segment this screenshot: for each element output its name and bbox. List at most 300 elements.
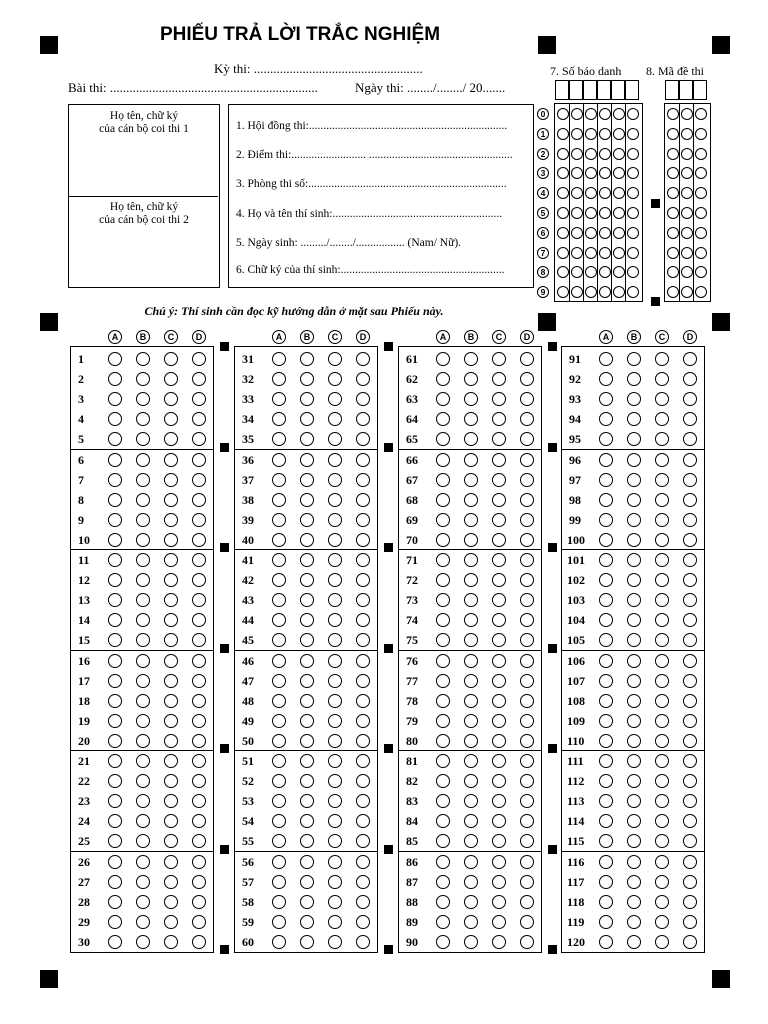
answer-bubble-d[interactable]: [356, 875, 370, 889]
answer-bubble-a[interactable]: [436, 935, 450, 949]
answer-bubble-a[interactable]: [599, 553, 613, 567]
answer-bubble-a[interactable]: [599, 714, 613, 728]
answer-bubble-d[interactable]: [356, 714, 370, 728]
answer-bubble-a[interactable]: [436, 493, 450, 507]
answer-bubble-c[interactable]: [164, 473, 178, 487]
answer-bubble-d[interactable]: [356, 553, 370, 567]
answer-bubble-d[interactable]: [520, 453, 534, 467]
answer-bubble-a[interactable]: [599, 895, 613, 909]
answer-bubble-a[interactable]: [108, 694, 122, 708]
answer-bubble-a[interactable]: [436, 513, 450, 527]
answer-bubble-a[interactable]: [436, 573, 450, 587]
answer-bubble-c[interactable]: [492, 734, 506, 748]
answer-bubble-b[interactable]: [627, 573, 641, 587]
answer-bubble-c[interactable]: [164, 855, 178, 869]
answer-bubble-d[interactable]: [683, 875, 697, 889]
candidate-number-bubble[interactable]: [557, 128, 569, 140]
answer-bubble-c[interactable]: [164, 774, 178, 788]
answer-bubble-a[interactable]: [436, 352, 450, 366]
answer-bubble-c[interactable]: [328, 674, 342, 688]
answer-bubble-a[interactable]: [599, 875, 613, 889]
answer-bubble-c[interactable]: [655, 935, 669, 949]
answer-bubble-d[interactable]: [356, 573, 370, 587]
answer-bubble-b[interactable]: [300, 714, 314, 728]
answer-bubble-b[interactable]: [300, 573, 314, 587]
answer-bubble-c[interactable]: [328, 714, 342, 728]
answer-bubble-a[interactable]: [272, 654, 286, 668]
answer-bubble-c[interactable]: [492, 553, 506, 567]
answer-bubble-d[interactable]: [683, 915, 697, 929]
answer-bubble-a[interactable]: [108, 915, 122, 929]
answer-bubble-b[interactable]: [300, 372, 314, 386]
answer-bubble-c[interactable]: [492, 754, 506, 768]
candidate-number-cell[interactable]: [555, 80, 569, 100]
answer-bubble-a[interactable]: [272, 734, 286, 748]
answer-bubble-c[interactable]: [164, 352, 178, 366]
answer-bubble-a[interactable]: [436, 674, 450, 688]
answer-bubble-a[interactable]: [599, 513, 613, 527]
answer-bubble-b[interactable]: [627, 674, 641, 688]
answer-bubble-d[interactable]: [683, 654, 697, 668]
answer-bubble-b[interactable]: [464, 855, 478, 869]
answer-bubble-c[interactable]: [328, 553, 342, 567]
candidate-number-bubble[interactable]: [585, 108, 597, 120]
answer-bubble-c[interactable]: [492, 493, 506, 507]
answer-bubble-d[interactable]: [520, 513, 534, 527]
answer-bubble-a[interactable]: [108, 533, 122, 547]
answer-bubble-d[interactable]: [192, 935, 206, 949]
answer-bubble-a[interactable]: [436, 754, 450, 768]
answer-bubble-a[interactable]: [108, 674, 122, 688]
candidate-number-cell[interactable]: [569, 80, 583, 100]
candidate-number-bubble[interactable]: [557, 227, 569, 239]
answer-bubble-d[interactable]: [356, 935, 370, 949]
answer-bubble-a[interactable]: [599, 935, 613, 949]
answer-bubble-b[interactable]: [464, 573, 478, 587]
answer-bubble-c[interactable]: [164, 553, 178, 567]
exam-code-bubble[interactable]: [681, 227, 693, 239]
answer-bubble-b[interactable]: [136, 473, 150, 487]
info-candidate-signature[interactable]: 6. Chữ ký của thí sinh:.........................................................: [236, 264, 505, 276]
exam-code-cell[interactable]: [693, 80, 707, 100]
exam-code-cell[interactable]: [679, 80, 693, 100]
answer-bubble-b[interactable]: [464, 533, 478, 547]
answer-bubble-b[interactable]: [627, 734, 641, 748]
answer-bubble-a[interactable]: [436, 895, 450, 909]
answer-bubble-b[interactable]: [464, 654, 478, 668]
candidate-number-bubble[interactable]: [613, 227, 625, 239]
answer-bubble-b[interactable]: [627, 513, 641, 527]
answer-bubble-d[interactable]: [520, 855, 534, 869]
answer-bubble-a[interactable]: [436, 553, 450, 567]
candidate-number-cell[interactable]: [597, 80, 611, 100]
answer-bubble-c[interactable]: [164, 674, 178, 688]
answer-bubble-b[interactable]: [627, 774, 641, 788]
answer-bubble-b[interactable]: [464, 674, 478, 688]
exam-code-bubble[interactable]: [695, 207, 707, 219]
answer-bubble-a[interactable]: [108, 352, 122, 366]
answer-bubble-a[interactable]: [272, 493, 286, 507]
answer-bubble-d[interactable]: [520, 352, 534, 366]
candidate-number-bubble[interactable]: [613, 207, 625, 219]
answer-bubble-a[interactable]: [108, 513, 122, 527]
answer-bubble-c[interactable]: [164, 573, 178, 587]
answer-bubble-c[interactable]: [164, 493, 178, 507]
answer-bubble-c[interactable]: [492, 473, 506, 487]
answer-bubble-c[interactable]: [328, 493, 342, 507]
answer-bubble-a[interactable]: [436, 694, 450, 708]
exam-code-bubble[interactable]: [681, 128, 693, 140]
answer-bubble-b[interactable]: [464, 513, 478, 527]
answer-bubble-c[interactable]: [492, 935, 506, 949]
answer-bubble-b[interactable]: [136, 674, 150, 688]
candidate-number-bubble[interactable]: [599, 207, 611, 219]
answer-bubble-b[interactable]: [136, 573, 150, 587]
answer-bubble-d[interactable]: [356, 855, 370, 869]
answer-bubble-d[interactable]: [683, 714, 697, 728]
answer-bubble-a[interactable]: [272, 453, 286, 467]
answer-bubble-a[interactable]: [599, 774, 613, 788]
answer-bubble-a[interactable]: [272, 754, 286, 768]
answer-bubble-b[interactable]: [464, 734, 478, 748]
candidate-number-bubble[interactable]: [585, 207, 597, 219]
answer-bubble-a[interactable]: [108, 935, 122, 949]
answer-bubble-c[interactable]: [328, 935, 342, 949]
answer-bubble-d[interactable]: [683, 855, 697, 869]
exam-code-bubble[interactable]: [667, 128, 679, 140]
answer-bubble-b[interactable]: [136, 533, 150, 547]
answer-bubble-a[interactable]: [272, 855, 286, 869]
answer-bubble-c[interactable]: [655, 915, 669, 929]
answer-bubble-a[interactable]: [272, 473, 286, 487]
answer-bubble-b[interactable]: [300, 915, 314, 929]
answer-bubble-c[interactable]: [328, 473, 342, 487]
answer-bubble-c[interactable]: [328, 734, 342, 748]
answer-bubble-b[interactable]: [627, 694, 641, 708]
candidate-number-bubble[interactable]: [585, 148, 597, 160]
answer-bubble-b[interactable]: [136, 553, 150, 567]
answer-bubble-b[interactable]: [136, 372, 150, 386]
answer-bubble-a[interactable]: [436, 533, 450, 547]
answer-bubble-c[interactable]: [492, 875, 506, 889]
answer-bubble-a[interactable]: [272, 714, 286, 728]
answer-bubble-a[interactable]: [436, 372, 450, 386]
exam-code-bubble[interactable]: [681, 207, 693, 219]
answer-bubble-c[interactable]: [655, 513, 669, 527]
answer-bubble-d[interactable]: [192, 774, 206, 788]
answer-bubble-c[interactable]: [164, 915, 178, 929]
answer-bubble-a[interactable]: [272, 915, 286, 929]
answer-bubble-a[interactable]: [599, 734, 613, 748]
answer-bubble-d[interactable]: [192, 453, 206, 467]
candidate-number-bubble[interactable]: [599, 148, 611, 160]
answer-bubble-b[interactable]: [464, 754, 478, 768]
answer-bubble-c[interactable]: [492, 533, 506, 547]
exam-code-bubble[interactable]: [681, 247, 693, 259]
exam-code-bubble[interactable]: [695, 247, 707, 259]
answer-bubble-d[interactable]: [356, 473, 370, 487]
candidate-number-bubble[interactable]: [571, 128, 583, 140]
answer-bubble-c[interactable]: [328, 513, 342, 527]
answer-bubble-d[interactable]: [356, 674, 370, 688]
candidate-number-bubble[interactable]: [557, 247, 569, 259]
answer-bubble-c[interactable]: [328, 855, 342, 869]
answer-bubble-d[interactable]: [192, 533, 206, 547]
answer-bubble-a[interactable]: [436, 774, 450, 788]
candidate-number-bubble[interactable]: [585, 247, 597, 259]
answer-bubble-b[interactable]: [300, 754, 314, 768]
answer-bubble-c[interactable]: [164, 935, 178, 949]
answer-bubble-d[interactable]: [192, 694, 206, 708]
info-room-number[interactable]: 3. Phòng thi số:.....................................................................: [236, 178, 507, 190]
exam-code-bubble[interactable]: [695, 227, 707, 239]
answer-bubble-b[interactable]: [464, 915, 478, 929]
answer-bubble-a[interactable]: [436, 734, 450, 748]
answer-bubble-d[interactable]: [520, 654, 534, 668]
answer-bubble-c[interactable]: [164, 754, 178, 768]
answer-bubble-a[interactable]: [108, 734, 122, 748]
candidate-number-cell[interactable]: [583, 80, 597, 100]
answer-bubble-c[interactable]: [655, 533, 669, 547]
answer-bubble-d[interactable]: [192, 352, 206, 366]
answer-bubble-a[interactable]: [599, 533, 613, 547]
answer-bubble-c[interactable]: [492, 372, 506, 386]
answer-bubble-d[interactable]: [520, 533, 534, 547]
answer-bubble-c[interactable]: [328, 754, 342, 768]
answer-bubble-b[interactable]: [136, 694, 150, 708]
answer-bubble-b[interactable]: [300, 513, 314, 527]
answer-bubble-c[interactable]: [492, 855, 506, 869]
answer-bubble-b[interactable]: [627, 473, 641, 487]
answer-bubble-d[interactable]: [192, 372, 206, 386]
answer-bubble-a[interactable]: [272, 935, 286, 949]
exam-code-cell[interactable]: [665, 80, 679, 100]
answer-bubble-d[interactable]: [683, 372, 697, 386]
answer-bubble-a[interactable]: [108, 754, 122, 768]
answer-bubble-c[interactable]: [492, 774, 506, 788]
answer-bubble-b[interactable]: [627, 935, 641, 949]
answer-bubble-b[interactable]: [300, 352, 314, 366]
answer-bubble-c[interactable]: [655, 573, 669, 587]
answer-bubble-d[interactable]: [192, 754, 206, 768]
answer-bubble-b[interactable]: [627, 453, 641, 467]
answer-bubble-b[interactable]: [300, 473, 314, 487]
answer-bubble-c[interactable]: [655, 453, 669, 467]
candidate-number-bubble[interactable]: [599, 128, 611, 140]
answer-bubble-b[interactable]: [464, 493, 478, 507]
exam-code-bubble[interactable]: [667, 108, 679, 120]
answer-bubble-d[interactable]: [683, 754, 697, 768]
answer-bubble-c[interactable]: [328, 915, 342, 929]
answer-bubble-d[interactable]: [683, 453, 697, 467]
answer-bubble-b[interactable]: [464, 352, 478, 366]
answer-bubble-c[interactable]: [492, 915, 506, 929]
answer-bubble-c[interactable]: [655, 473, 669, 487]
answer-bubble-a[interactable]: [599, 573, 613, 587]
answer-bubble-d[interactable]: [192, 493, 206, 507]
answer-bubble-a[interactable]: [272, 875, 286, 889]
answer-bubble-b[interactable]: [300, 855, 314, 869]
answer-bubble-d[interactable]: [683, 352, 697, 366]
answer-bubble-c[interactable]: [164, 533, 178, 547]
answer-bubble-d[interactable]: [356, 694, 370, 708]
candidate-number-bubble[interactable]: [557, 207, 569, 219]
answer-bubble-c[interactable]: [655, 493, 669, 507]
answer-bubble-c[interactable]: [328, 895, 342, 909]
answer-bubble-b[interactable]: [464, 473, 478, 487]
answer-bubble-a[interactable]: [599, 754, 613, 768]
answer-bubble-c[interactable]: [492, 714, 506, 728]
candidate-number-bubble[interactable]: [627, 247, 639, 259]
answer-bubble-d[interactable]: [356, 774, 370, 788]
answer-bubble-d[interactable]: [520, 714, 534, 728]
answer-bubble-a[interactable]: [599, 453, 613, 467]
candidate-number-bubble[interactable]: [613, 128, 625, 140]
answer-bubble-c[interactable]: [492, 694, 506, 708]
answer-bubble-a[interactable]: [599, 352, 613, 366]
answer-bubble-a[interactable]: [272, 513, 286, 527]
candidate-number-bubble[interactable]: [627, 227, 639, 239]
answer-bubble-b[interactable]: [464, 935, 478, 949]
answer-bubble-b[interactable]: [464, 453, 478, 467]
answer-bubble-b[interactable]: [627, 714, 641, 728]
answer-bubble-d[interactable]: [683, 473, 697, 487]
answer-bubble-c[interactable]: [164, 372, 178, 386]
answer-bubble-d[interactable]: [356, 734, 370, 748]
candidate-number-bubble[interactable]: [627, 207, 639, 219]
answer-bubble-a[interactable]: [272, 352, 286, 366]
answer-bubble-d[interactable]: [683, 553, 697, 567]
answer-bubble-c[interactable]: [328, 654, 342, 668]
answer-bubble-b[interactable]: [136, 855, 150, 869]
answer-bubble-d[interactable]: [683, 694, 697, 708]
answer-bubble-a[interactable]: [599, 654, 613, 668]
candidate-number-bubble[interactable]: [613, 108, 625, 120]
answer-bubble-a[interactable]: [599, 372, 613, 386]
answer-bubble-c[interactable]: [655, 694, 669, 708]
answer-bubble-c[interactable]: [492, 352, 506, 366]
answer-bubble-d[interactable]: [683, 895, 697, 909]
answer-bubble-b[interactable]: [136, 453, 150, 467]
answer-bubble-c[interactable]: [655, 774, 669, 788]
answer-bubble-c[interactable]: [164, 453, 178, 467]
answer-bubble-b[interactable]: [627, 553, 641, 567]
answer-bubble-c[interactable]: [492, 573, 506, 587]
answer-bubble-a[interactable]: [108, 714, 122, 728]
answer-bubble-d[interactable]: [683, 674, 697, 688]
answer-bubble-d[interactable]: [192, 915, 206, 929]
answer-bubble-d[interactable]: [356, 352, 370, 366]
answer-bubble-a[interactable]: [108, 875, 122, 889]
answer-bubble-d[interactable]: [683, 513, 697, 527]
answer-bubble-a[interactable]: [436, 875, 450, 889]
candidate-number-bubble[interactable]: [585, 227, 597, 239]
answer-bubble-a[interactable]: [108, 473, 122, 487]
info-exam-site[interactable]: 2. Điểm thi:.......................... ..................................................: [236, 149, 513, 161]
candidate-number-bubble[interactable]: [571, 108, 583, 120]
answer-bubble-b[interactable]: [627, 352, 641, 366]
answer-bubble-b[interactable]: [464, 553, 478, 567]
answer-bubble-a[interactable]: [272, 674, 286, 688]
candidate-number-bubble[interactable]: [557, 108, 569, 120]
answer-bubble-b[interactable]: [464, 372, 478, 386]
answer-bubble-a[interactable]: [436, 473, 450, 487]
answer-bubble-a[interactable]: [108, 895, 122, 909]
exam-code-bubble[interactable]: [695, 108, 707, 120]
answer-bubble-d[interactable]: [683, 573, 697, 587]
answer-bubble-a[interactable]: [599, 493, 613, 507]
answer-bubble-d[interactable]: [520, 372, 534, 386]
answer-bubble-a[interactable]: [436, 453, 450, 467]
answer-bubble-d[interactable]: [520, 493, 534, 507]
answer-bubble-d[interactable]: [356, 654, 370, 668]
answer-bubble-a[interactable]: [436, 654, 450, 668]
answer-bubble-c[interactable]: [492, 513, 506, 527]
answer-bubble-c[interactable]: [655, 875, 669, 889]
answer-bubble-c[interactable]: [164, 513, 178, 527]
answer-bubble-c[interactable]: [164, 875, 178, 889]
answer-bubble-d[interactable]: [192, 734, 206, 748]
answer-bubble-c[interactable]: [655, 855, 669, 869]
info-candidate-name[interactable]: 4. Họ và tên thí sinh:...........................................................: [236, 208, 503, 220]
answer-bubble-c[interactable]: [328, 694, 342, 708]
answer-bubble-d[interactable]: [520, 875, 534, 889]
answer-bubble-b[interactable]: [136, 875, 150, 889]
exam-code-bubble[interactable]: [695, 128, 707, 140]
answer-bubble-d[interactable]: [192, 654, 206, 668]
answer-bubble-c[interactable]: [655, 372, 669, 386]
answer-bubble-b[interactable]: [627, 754, 641, 768]
answer-bubble-c[interactable]: [328, 774, 342, 788]
exam-code-bubble[interactable]: [667, 247, 679, 259]
answer-bubble-c[interactable]: [655, 352, 669, 366]
answer-bubble-c[interactable]: [655, 734, 669, 748]
answer-bubble-c[interactable]: [655, 654, 669, 668]
answer-bubble-d[interactable]: [356, 895, 370, 909]
answer-bubble-a[interactable]: [599, 473, 613, 487]
exam-code-bubble[interactable]: [667, 148, 679, 160]
answer-bubble-d[interactable]: [520, 573, 534, 587]
answer-bubble-a[interactable]: [108, 372, 122, 386]
answer-bubble-b[interactable]: [136, 895, 150, 909]
answer-bubble-c[interactable]: [328, 372, 342, 386]
answer-bubble-b[interactable]: [300, 875, 314, 889]
answer-bubble-c[interactable]: [492, 674, 506, 688]
info-exam-council[interactable]: 1. Hội đồng thi:.....................................................................: [236, 120, 508, 132]
answer-bubble-d[interactable]: [192, 553, 206, 567]
answer-bubble-c[interactable]: [655, 895, 669, 909]
answer-bubble-b[interactable]: [136, 734, 150, 748]
answer-bubble-d[interactable]: [356, 453, 370, 467]
answer-bubble-a[interactable]: [272, 533, 286, 547]
candidate-number-bubble[interactable]: [571, 148, 583, 160]
answer-bubble-a[interactable]: [599, 694, 613, 708]
answer-bubble-b[interactable]: [136, 493, 150, 507]
candidate-number-bubble[interactable]: [571, 227, 583, 239]
exam-code-bubble[interactable]: [681, 108, 693, 120]
answer-bubble-d[interactable]: [192, 875, 206, 889]
answer-bubble-d[interactable]: [520, 734, 534, 748]
answer-bubble-d[interactable]: [520, 915, 534, 929]
candidate-number-bubble[interactable]: [613, 148, 625, 160]
answer-bubble-c[interactable]: [655, 674, 669, 688]
answer-bubble-b[interactable]: [627, 372, 641, 386]
candidate-number-bubble[interactable]: [599, 108, 611, 120]
answer-bubble-d[interactable]: [356, 754, 370, 768]
answer-bubble-b[interactable]: [464, 714, 478, 728]
answer-bubble-a[interactable]: [272, 895, 286, 909]
exam-code-bubble[interactable]: [681, 148, 693, 160]
